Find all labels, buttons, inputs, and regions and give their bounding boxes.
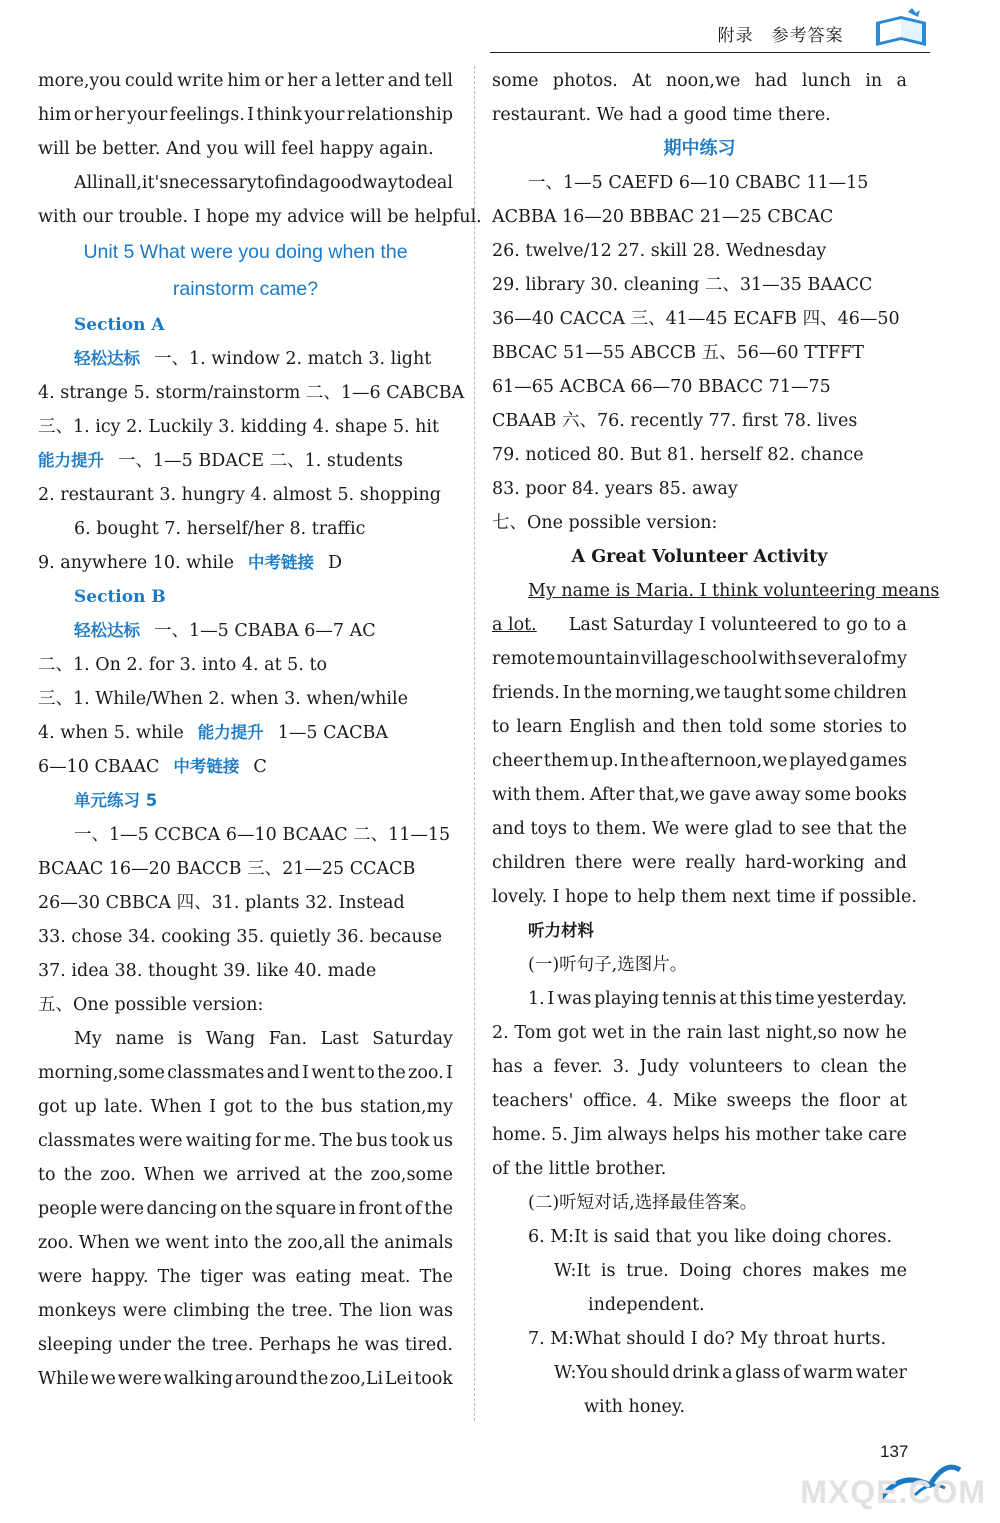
listening-line: home. 5. Jim always helps his mother take care [492, 1125, 907, 1145]
text-line: some photos. At noon,we had lunch in a [492, 71, 907, 91]
answer-line: 三、1. icy 2. Luckily 3. kidding 4. shape 5. hit [38, 417, 440, 437]
essay-line: zoo. When we went into the zoo,all the animals [38, 1233, 453, 1253]
essay-line: were happy. The tiger was eating meat. The [38, 1267, 453, 1287]
answer-line: 五、One possible version: [38, 995, 264, 1015]
answer-line: 37. idea 38. thought 39. like 40. made [38, 961, 377, 981]
answer-text: 一、1—5 CBABA 6—7 AC [154, 621, 376, 641]
dialogue-line: with honey. [584, 1397, 686, 1417]
answer-line [38, 750, 453, 784]
answer-text: 一、1—5 BDACE 二、1. students [118, 451, 403, 471]
tag-easy: 轻松达标 [74, 621, 140, 640]
answer-line: BCAAC 16—20 BACCB 三、21—25 CCACB [38, 859, 416, 879]
answer-line [38, 546, 453, 580]
answer-line: 29. library 30. cleaning 二、31—35 BAACC [492, 275, 873, 295]
answer-line: 61—65 ACBCA 66—70 BBACC 71—75 [492, 377, 831, 397]
answer-line: 一、1—5 CCBCA 6—10 BCAAC 二、11—15 [74, 825, 451, 845]
tag-exam-link: 中考链接 [173, 757, 240, 776]
tag-ability: 能力提升 [197, 723, 264, 742]
answer-line: 2. restaurant 3. hungry 4. almost 5. shopping [38, 485, 441, 505]
dialogue-line: W:You should drink a glass of warm water [554, 1363, 907, 1383]
answer-line: 一、1—5 CAEFD 6—10 CBABC 11—15 [528, 173, 869, 193]
tag-ability: 能力提升 [38, 451, 104, 470]
essay-line: to the zoo. When we arrived at the zoo,some [38, 1165, 453, 1185]
essay-line: While we were walking around the zoo,Li Lei took [38, 1369, 453, 1389]
listening-line: 1. I was playing tennis at this time yesterday. [528, 989, 907, 1009]
essay-underlined-text: My name is Maria. I think volunteering means [528, 581, 940, 601]
answer-text: 6—10 CBAAC [38, 757, 160, 777]
answer-line [38, 716, 453, 750]
answer-line: 36—40 CACCA 三、41—45 ECAFB 四、46—50 [492, 309, 900, 329]
essay-line: cheer them up. In the afternoon,we played games [492, 751, 907, 771]
answer-line: ACBBA 16—20 BBBAC 21—25 CBCAC [492, 207, 834, 227]
answer-line: 79. noticed 80. But 81. herself 82. chance [492, 445, 864, 465]
header-rule [490, 52, 930, 53]
answer-text: 1—5 CACBA [277, 723, 389, 743]
essay-line: My name is Wang Fan. Last Saturday [74, 1029, 453, 1049]
answer-line: 26—30 CBBCA 四、31. plants 32. Instead [38, 893, 405, 913]
listening-part-2: (二)听短对话,选择最佳答案。 [528, 1193, 758, 1213]
letter-paragraph-1 [38, 64, 453, 166]
answer-line: CBAAB 六、76. recently 77. first 78. lives [492, 411, 858, 431]
essay-line: classmates were waiting for me. The bus took us [38, 1131, 453, 1151]
answer-line [38, 342, 453, 376]
text-line: with our trouble. I hope my advice will be helpful. [38, 207, 482, 227]
answer-line: 26. twelve/12 27. skill 28. Wednesday [492, 241, 827, 261]
answer-line: 七、One possible version: [492, 513, 718, 533]
text-line: restaurant. We had a good time there. [492, 105, 831, 125]
answer-line: 33. chose 34. cooking 35. quietly 36. because [38, 927, 443, 947]
essay-line: monkeys were climbing the tree. The lion was [38, 1301, 453, 1321]
tag-easy: 轻松达标 [74, 349, 140, 368]
dialogue-line: 6. M:It is said that you like doing chores. [528, 1227, 893, 1247]
essay-line: got up late. When I got to the bus station,my [38, 1097, 453, 1117]
section-a-heading: Section A [74, 315, 165, 335]
essay-line: morning,some classmates and I went to the zoo. I [38, 1063, 453, 1083]
watermark-text: MXQE.COM [800, 1474, 986, 1510]
dialogue-line: independent. [588, 1295, 705, 1315]
listening-heading: 听力材料 [528, 921, 594, 940]
essay-line: friends. In the morning,we taught some children [492, 683, 907, 703]
answer-line [38, 614, 453, 648]
watermark-logo [800, 1430, 990, 1515]
answer-line: 6. bought 7. herself/her 8. traffic [74, 519, 366, 539]
answer-text: C [253, 757, 267, 777]
essay-line: people were dancing on the square in front of the [38, 1199, 453, 1219]
essay-line: with them. After that,we gave away some books [492, 785, 907, 805]
page-number: 137 [880, 1442, 909, 1461]
essay-line: remote mountain village school with several of my [492, 649, 907, 669]
answer-line: BBCAC 51—55 ABCCB 五、56—60 TTFFT [492, 343, 864, 363]
header-appendix: 附录 [717, 26, 754, 46]
essay-line [492, 574, 940, 608]
text-line: more,you could write him or her a letter and tell [38, 71, 453, 91]
essay-line: to learn English and then told some stories to [492, 717, 907, 737]
listening-line: of the little brother. [492, 1159, 667, 1179]
dialogue-line: W:It is true. Doing chores makes me [554, 1261, 907, 1281]
text-line: will be better. And you will feel happy again. [38, 139, 434, 159]
essay-line: children there were really hard-working and [492, 853, 907, 873]
listening-line: teachers' office. 4. Mike sweeps the floor at [492, 1091, 907, 1111]
right-column [492, 64, 940, 1424]
answer-text: 一、1. window 2. match 3. light [154, 349, 432, 369]
answer-line [38, 444, 453, 478]
essay-line: and toys to them. We were glad to see that the [492, 819, 907, 839]
answer-text: 9. anywhere 10. while [38, 553, 234, 573]
unit-exercise-heading: 单元练习 5 [74, 791, 158, 810]
unit-title-line-2: rainstorm came? [172, 278, 319, 300]
answer-line: 83. poor 84. years 85. away [492, 479, 738, 499]
listening-part-1: (一)听句子,选图片。 [528, 955, 688, 975]
listening-line: has a fever. 3. Judy volunteers to clean the [492, 1057, 907, 1077]
book-icon [872, 8, 930, 52]
tag-exam-link: 中考链接 [247, 553, 314, 572]
answer-line: 4. strange 5. storm/rainstorm 二、1—6 CABCBA [38, 383, 465, 403]
letter-paragraph-2 [38, 166, 482, 234]
section-b-heading: Section B [74, 587, 166, 607]
midterm-heading: 期中练习 [663, 138, 736, 159]
essay-underlined-text: a lot. [492, 615, 537, 635]
unit-title-line-1: Unit 5 What were you doing when the [83, 241, 408, 263]
header-answers: 参考答案 [771, 26, 844, 46]
column-divider [474, 66, 475, 1421]
essay-text: Last Saturday I volunteered to go to a [568, 615, 907, 635]
essay-zoo [38, 1022, 453, 1396]
answer-line: 三、1. While/When 2. when 3. when/while [38, 689, 408, 709]
text-line: All in all,it's necessary to find a good way to deal [74, 173, 453, 193]
essay-line: sleeping under the tree. Perhaps he was tired. [38, 1335, 453, 1355]
text-line: him or her your feelings. I think your relationship [38, 105, 453, 125]
listening-line: 2. Tom got wet in the rain last night,so now he [492, 1023, 907, 1043]
essay-line [492, 608, 907, 642]
answer-text: D [327, 553, 342, 573]
left-column [38, 64, 482, 1396]
answer-text: 4. when 5. while [38, 723, 184, 743]
dialogue-line: 7. M:What should I do? My throat hurts. [528, 1329, 887, 1349]
answer-line: 二、1. On 2. for 3. into 4. at 5. to [38, 655, 328, 675]
essay-title: A Great Volunteer Activity [571, 547, 828, 567]
essay-line: lovely. I hope to help them next time if possible. [492, 887, 917, 907]
